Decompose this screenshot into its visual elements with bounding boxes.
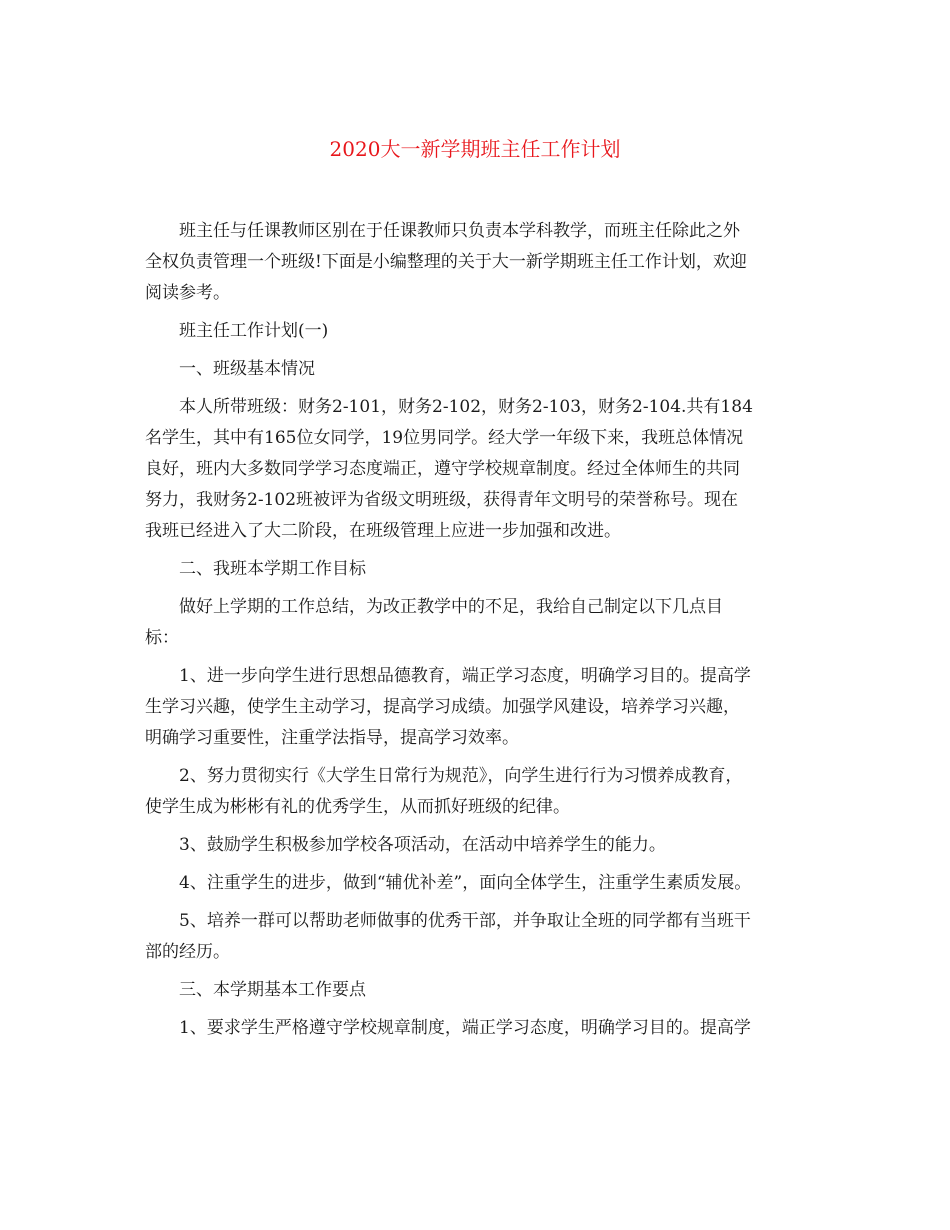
paragraph-line: 二、我班本学期工作目标	[179, 559, 366, 579]
document-body	[145, 216, 808, 1051]
paragraph-line: 做好上学期的工作总结，为改正教学中的不足，我给自己制定以下几点目	[179, 597, 723, 617]
paragraph	[145, 975, 808, 1006]
paragraph-line: 1、要求学生严格遵守学校规章制度，端正学习态度，明确学习目的。提高学	[179, 1018, 751, 1038]
paragraph	[145, 216, 808, 309]
paragraph-line: 良好，班内大多数同学学习态度端正，遵守学校规章制度。经过全体师生的共同	[145, 459, 740, 479]
paragraph	[145, 661, 808, 754]
paragraph-line: 明确学习重要性，注重学法指导，提高学习效率。	[145, 728, 519, 748]
paragraph	[145, 554, 808, 585]
paragraph-line: 2、努力贯彻实行《大学生日常行为规范》，向学生进行行为习惯养成教育，	[179, 766, 743, 786]
paragraph-line: 部的经历。	[145, 942, 230, 962]
paragraph-line: 阅读参考。	[145, 283, 230, 303]
paragraph	[145, 316, 808, 347]
paragraph-line: 生学习兴趣，使学生主动学习，提高学习成绩。加强学风建设，培养学习兴趣，	[145, 697, 740, 717]
paragraph	[145, 906, 808, 968]
paragraph	[145, 1013, 808, 1044]
paragraph	[145, 868, 808, 899]
paragraph	[145, 830, 808, 861]
paragraph	[145, 761, 808, 823]
paragraph	[145, 392, 808, 547]
paragraph-line: 名学生，其中有165位女同学，19位男同学。经大学一年级下来，我班总体情况	[145, 428, 744, 448]
document-title: 2020大一新学期班主任工作计划	[329, 137, 621, 161]
paragraph-line: 4、注重学生的进步，做到“辅优补差”，面向全体学生，注重学生素质发展。	[179, 873, 752, 893]
paragraph-line: 我班已经进入了大二阶段，在班级管理上应进一步加强和改进。	[145, 521, 621, 541]
paragraph-line: 5、培养一群可以帮助老师做事的优秀干部，并争取让全班的同学都有当班干	[179, 911, 751, 931]
paragraph-line: 班主任工作计划(一)	[179, 321, 329, 341]
paragraph-line: 1、进一步向学生进行思想品德教育，端正学习态度，明确学习目的。提高学	[179, 666, 751, 686]
paragraph-line: 全权负责管理一个班级!下面是小编整理的关于大一新学期班主任工作计划，欢迎	[145, 252, 747, 272]
paragraph-line: 3、鼓励学生积极参加学校各项活动，在活动中培养学生的能力。	[179, 835, 666, 855]
paragraph-line: 使学生成为彬彬有礼的优秀学生，从而抓好班级的纪律。	[145, 797, 570, 817]
paragraph-line: 三、本学期基本工作要点	[179, 980, 366, 1000]
paragraph-line: 努力，我财务2-102班被评为省级文明班级，获得青年文明号的荣誉称号。现在	[145, 490, 739, 510]
paragraph	[145, 354, 808, 385]
paragraph	[145, 592, 808, 654]
paragraph-line: 一、班级基本情况	[179, 359, 315, 379]
paragraph-line: 本人所带班级：财务2-101，财务2-102，财务2-103，财务2-104.共有184	[179, 397, 753, 417]
paragraph-line: 标：	[145, 628, 179, 648]
paragraph-line: 班主任与任课教师区别在于任课教师只负责本学科教学，而班主任除此之外	[179, 221, 740, 241]
